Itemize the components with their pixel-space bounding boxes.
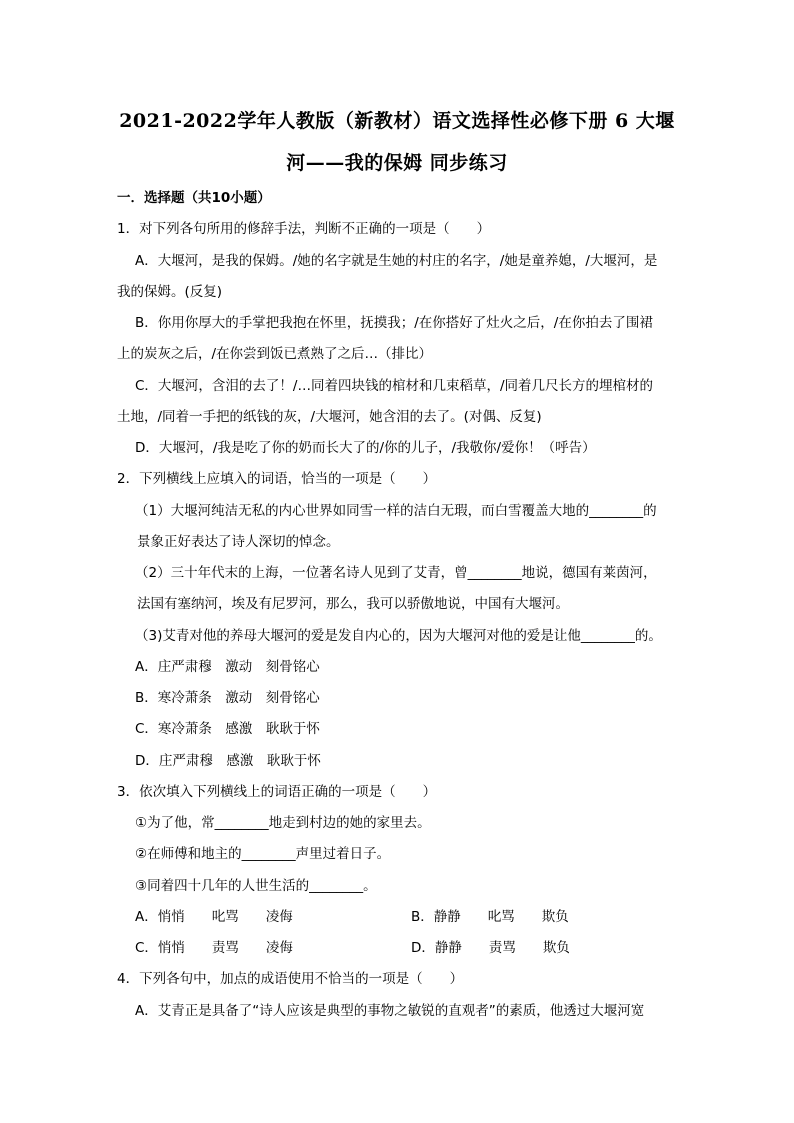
document-title-line2: 河——我的保姆 同步练习 (286, 152, 508, 174)
question-3-sentence-3: ③同着四十几年的人世生活的________。 (135, 878, 377, 894)
question-1-option-a: A．大堰河，是我的保姆。/她的名字就是生她的村庄的名字，/她是童养媳，/大堰河，是 (135, 253, 658, 269)
section-heading: 一．选择题（共10小题） (117, 190, 271, 206)
question-2-sentence-1-cont: 景象正好表达了诗人深切的悼念。 (137, 534, 340, 550)
question-2-sentence-2-cont: 法国有塞纳河，埃及有尼罗河，那么，我可以骄傲地说，中国有大堰河。 (137, 596, 569, 612)
question-1-option-a-cont: 我的保姆。(反复) (117, 284, 223, 300)
question-2-option-b: B．寒冷萧条 激动 刻骨铭心 (135, 690, 320, 706)
question-1-option-b: B．你用你厚大的手掌把我抱在怀里，抚摸我；/在你搭好了灶火之后，/在你拍去了围裙 (135, 315, 653, 331)
question-1-option-c: C．大堰河，含泪的去了！/…同着四块钱的棺材和几束稻草，/同着几尺长方的埋棺材的 (135, 378, 654, 394)
question-2-sentence-1: （1）大堰河纯洁无私的内心世界如同雪一样的洁白无瑕，而白雪覆盖大地的________的 (135, 503, 657, 519)
question-2-sentence-3: （3)艾青对他的养母大堰河的爱是发自内心的，因为大堰河对他的爱是让他________的。 (135, 628, 662, 644)
question-3-option-b: B．静静 叱骂 欺负 (411, 909, 569, 925)
question-2-sentence-2: （2）三十年代末的上海，一位著名诗人见到了艾青，曾________地说，德国有莱茵河， (135, 565, 657, 581)
question-3-option-a: A．悄悄 叱骂 凌侮 (135, 909, 293, 925)
question-3-sentence-1: ①为了他，常________地走到村边的她的家里去。 (135, 815, 431, 831)
question-4-stem: 4．下列各句中，加点的成语使用不恰当的一项是（ ） (117, 971, 464, 987)
question-3-stem: 3．依次填入下列横线上的词语正确的一项是（ ） (117, 784, 437, 800)
question-2-option-c: C．寒冷萧条 感激 耿耿于怀 (135, 721, 320, 737)
question-2-stem: 2．下列横线上应填入的词语，恰当的一项是（ ） (117, 471, 437, 487)
question-4-option-a: A．艾青正是具备了“诗人应该是典型的事物之敏锐的直观者”的素质，他透过大堰河宽 (135, 1003, 645, 1019)
document-title-line1: 2021-2022学年人教版（新教材）语文选择性必修下册 6 大堰 (119, 110, 675, 132)
question-3-option-d: D．静静 责骂 欺负 (411, 940, 570, 956)
question-1-option-c-cont: 土地，/同着一手把的纸钱的灰，/大堰河，她含泪的去了。(对偶、反复) (117, 409, 542, 425)
question-3-sentence-2: ②在师傅和地主的________声里过着日子。 (135, 846, 391, 862)
question-1-option-d: D．大堰河，/我是吃了你的奶而长大了的/你的儿子，/我敬你/爱你！（呼告） (135, 440, 596, 456)
question-2-option-d: D．庄严肃穆 感激 耿耿于怀 (135, 753, 321, 769)
question-2-option-a: A．庄严肃穆 激动 刻骨铭心 (135, 659, 320, 675)
question-3-option-c: C．悄悄 责骂 凌侮 (135, 940, 293, 956)
question-1-option-b-cont: 上的炭灰之后，/在你尝到饭已煮熟了之后…（排比） (117, 346, 433, 362)
question-1-stem: 1．对下列各句所用的修辞手法，判断不正确的一项是（ ） (117, 221, 491, 237)
